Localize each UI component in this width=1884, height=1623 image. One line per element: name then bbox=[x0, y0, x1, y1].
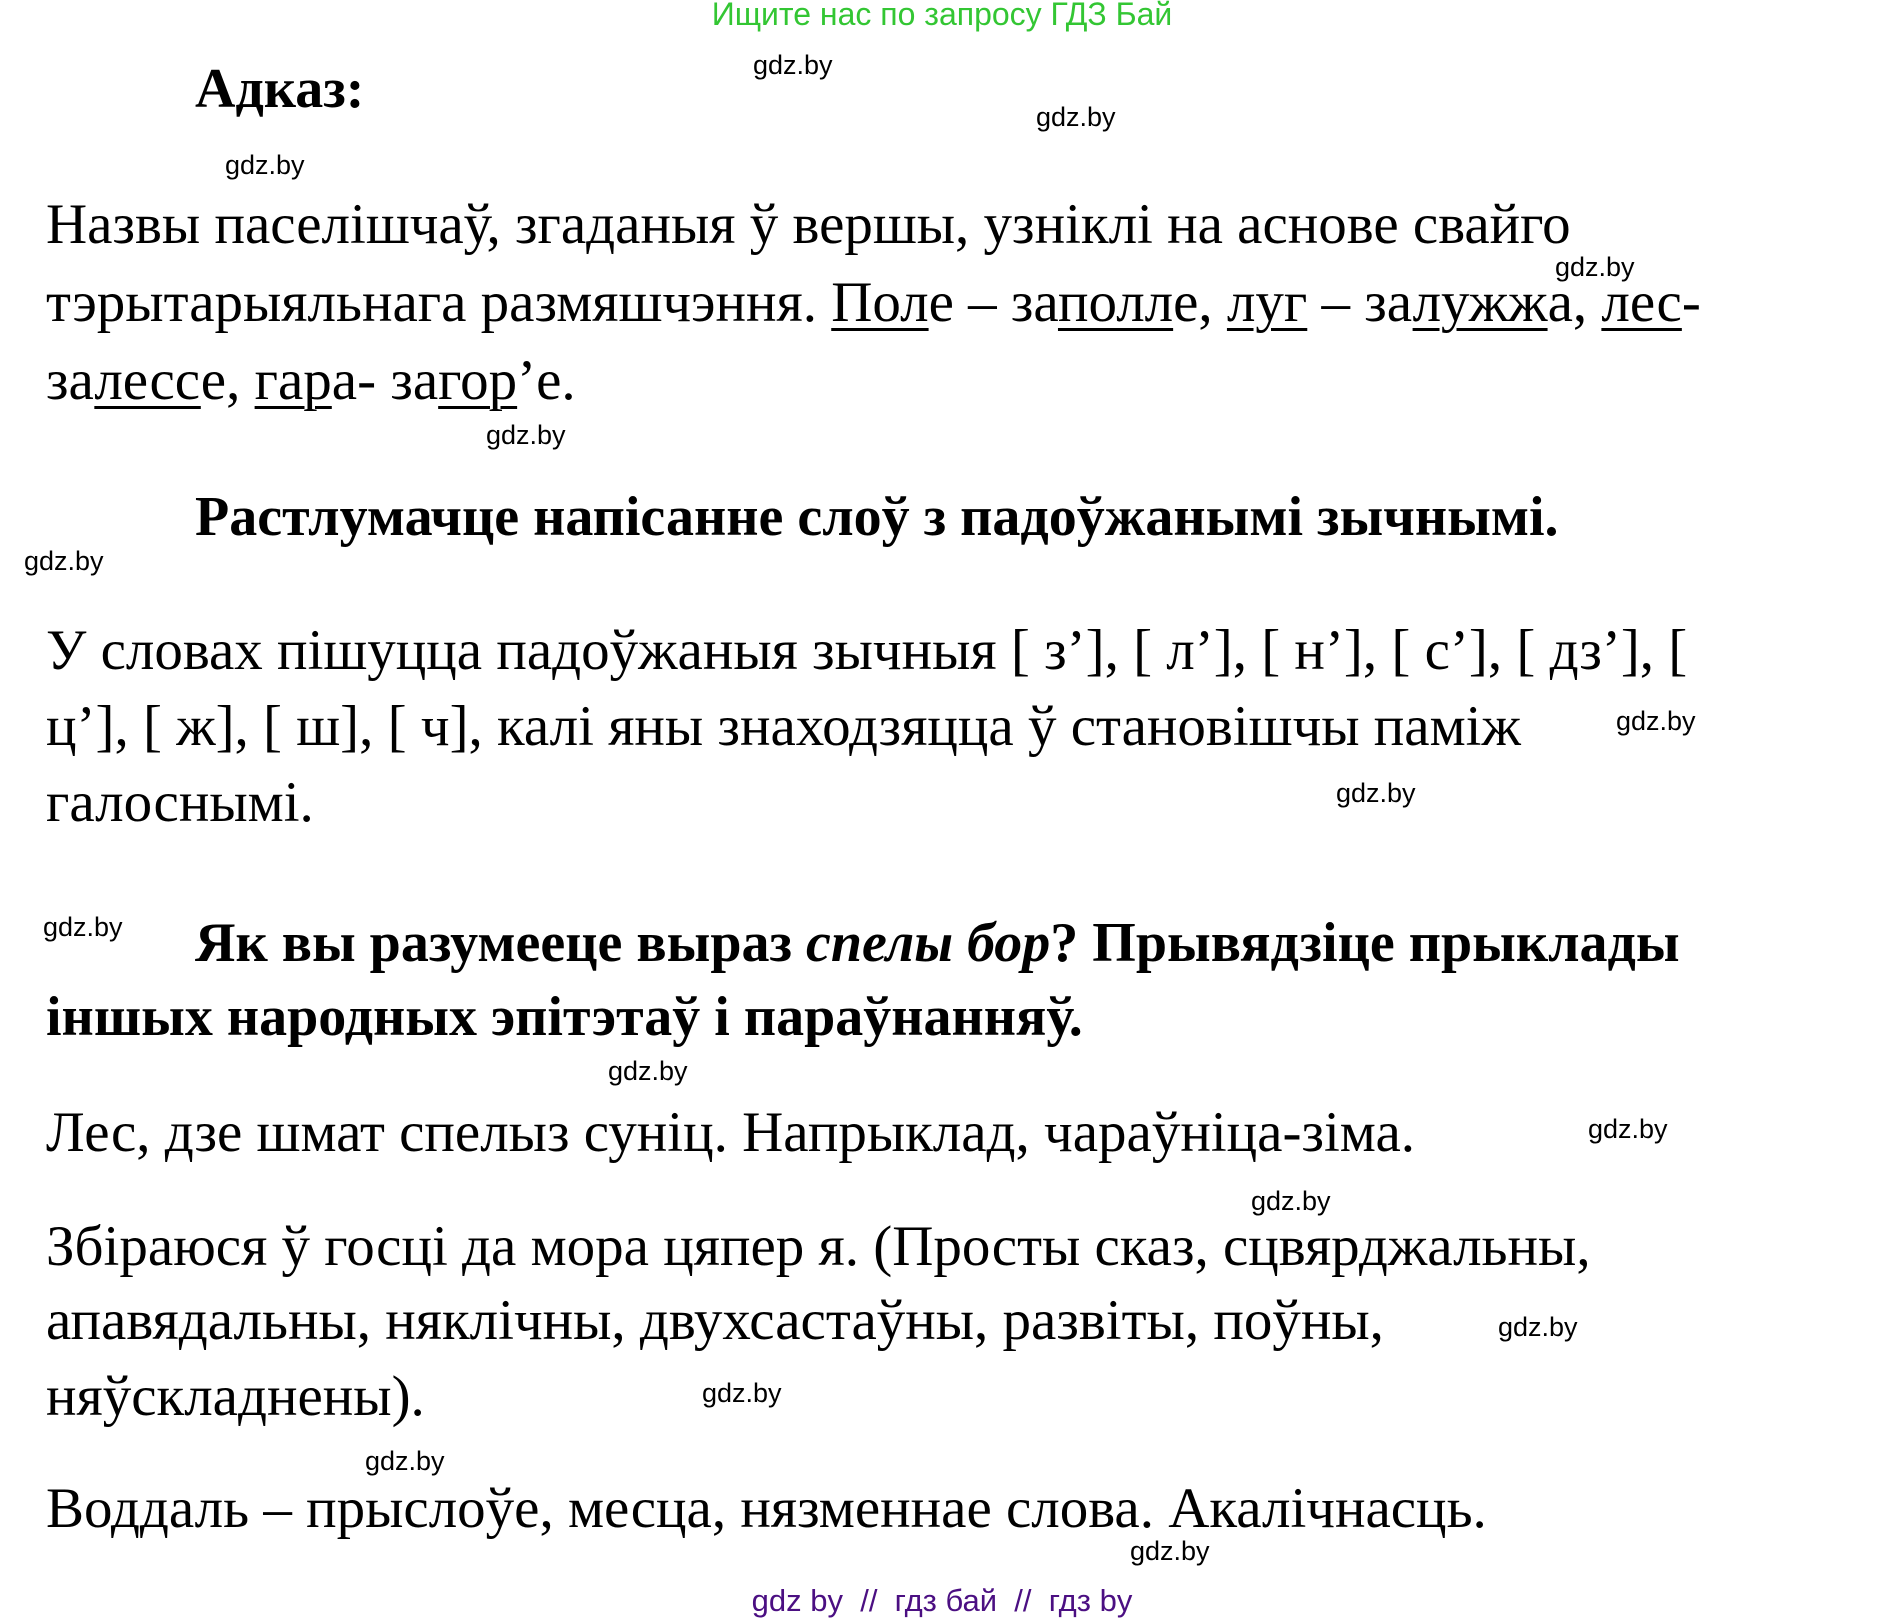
watermark: gdz.by bbox=[365, 1446, 445, 1476]
underlined-text: Пол bbox=[831, 271, 929, 334]
watermark: gdz.by bbox=[702, 1378, 782, 1408]
text: за bbox=[46, 349, 95, 412]
paragraph-5: Воддаль – прыслоўе, месца, нязменнае слова. Акалічнасць. bbox=[46, 1477, 1487, 1540]
watermark: gdz.by bbox=[753, 50, 833, 80]
paragraph-4-line-1: Збіраюся ў госці да мора цяпер я. (Просты сказ, сцвярджальны, bbox=[46, 1215, 1591, 1278]
watermark: gdz.by bbox=[24, 546, 104, 576]
text: - bbox=[1681, 271, 1701, 334]
underlined-text: луг bbox=[1226, 271, 1308, 334]
watermark: gdz.by bbox=[225, 150, 305, 180]
paragraph-1-line-3 bbox=[46, 348, 576, 414]
question-heading-2: Растлумачце напісанне слоў з падоўжанымі зычнымі. bbox=[195, 486, 1559, 548]
underlined-text: полл bbox=[1057, 271, 1174, 334]
watermark: gdz.by bbox=[1336, 778, 1416, 808]
watermark: gdz.by bbox=[1130, 1536, 1210, 1566]
text: Як вы разумееце выраз bbox=[195, 912, 806, 974]
footer-links: gdz by // гдз бай // гдз by bbox=[751, 1583, 1133, 1618]
watermark: gdz.by bbox=[1616, 706, 1696, 736]
paragraph-2-line-3: галоснымі. bbox=[46, 771, 314, 834]
underlined-text: гор bbox=[438, 349, 518, 412]
paragraph-1-line-1: Назвы паселішчаў, згаданыя ў вершы, узніклі на аснове свайго bbox=[46, 193, 1571, 256]
text: а- за bbox=[331, 349, 439, 412]
watermark: gdz.by bbox=[43, 912, 123, 942]
search-banner: Ищите нас по запросу ГДЗ Бай bbox=[711, 0, 1173, 32]
underlined-text: гар bbox=[254, 349, 332, 412]
question-heading-3-line-1 bbox=[195, 910, 1680, 976]
underlined-text: лесс bbox=[94, 349, 201, 412]
watermark: gdz.by bbox=[1588, 1114, 1668, 1144]
paragraph-4-line-3: няўскладнены). bbox=[46, 1365, 425, 1428]
text: е, bbox=[200, 349, 255, 412]
watermark: gdz.by bbox=[1036, 102, 1116, 132]
paragraph-2-line-1: У словах пішуцца падоўжаныя зычныя [ з’], [ л’], [ н’], [ с’], [ дз’], [ bbox=[46, 619, 1688, 682]
text: ? Прывядзіце прыклады bbox=[1050, 912, 1680, 974]
watermark: gdz.by bbox=[1555, 252, 1635, 282]
text: е, bbox=[1173, 271, 1227, 334]
watermark: gdz.by bbox=[1251, 1186, 1331, 1216]
underlined-text: лес bbox=[1601, 271, 1682, 334]
answer-heading: Адказ: bbox=[195, 58, 365, 120]
italic-phrase: спелы бор bbox=[806, 912, 1051, 974]
paragraph-1-line-2 bbox=[46, 270, 1701, 336]
question-heading-3-line-2: іншых народных эпітэтаў і параўнанняў. bbox=[46, 986, 1083, 1048]
watermark: gdz.by bbox=[1498, 1312, 1578, 1342]
text: тэрытарыяльнага размяшчэння. bbox=[46, 271, 832, 334]
paragraph-2-line-2: ц’], [ ж], [ ш], [ ч], калі яны знаходзяцца ў становішчы паміж bbox=[46, 695, 1521, 758]
text: е – за bbox=[928, 271, 1058, 334]
text: а, bbox=[1547, 271, 1602, 334]
watermark: gdz.by bbox=[608, 1056, 688, 1086]
underlined-text: лужж bbox=[1412, 271, 1548, 334]
paragraph-4-line-2: апавядальны, няклічны, двухсастаўны, развіты, поўны, bbox=[46, 1289, 1384, 1352]
paragraph-3: Лес, дзе шмат спелыз суніц. Напрыклад, чараўніца-зіма. bbox=[46, 1101, 1416, 1164]
watermark: gdz.by bbox=[486, 420, 566, 450]
text: ’е. bbox=[517, 349, 576, 412]
text: – за bbox=[1307, 271, 1413, 334]
